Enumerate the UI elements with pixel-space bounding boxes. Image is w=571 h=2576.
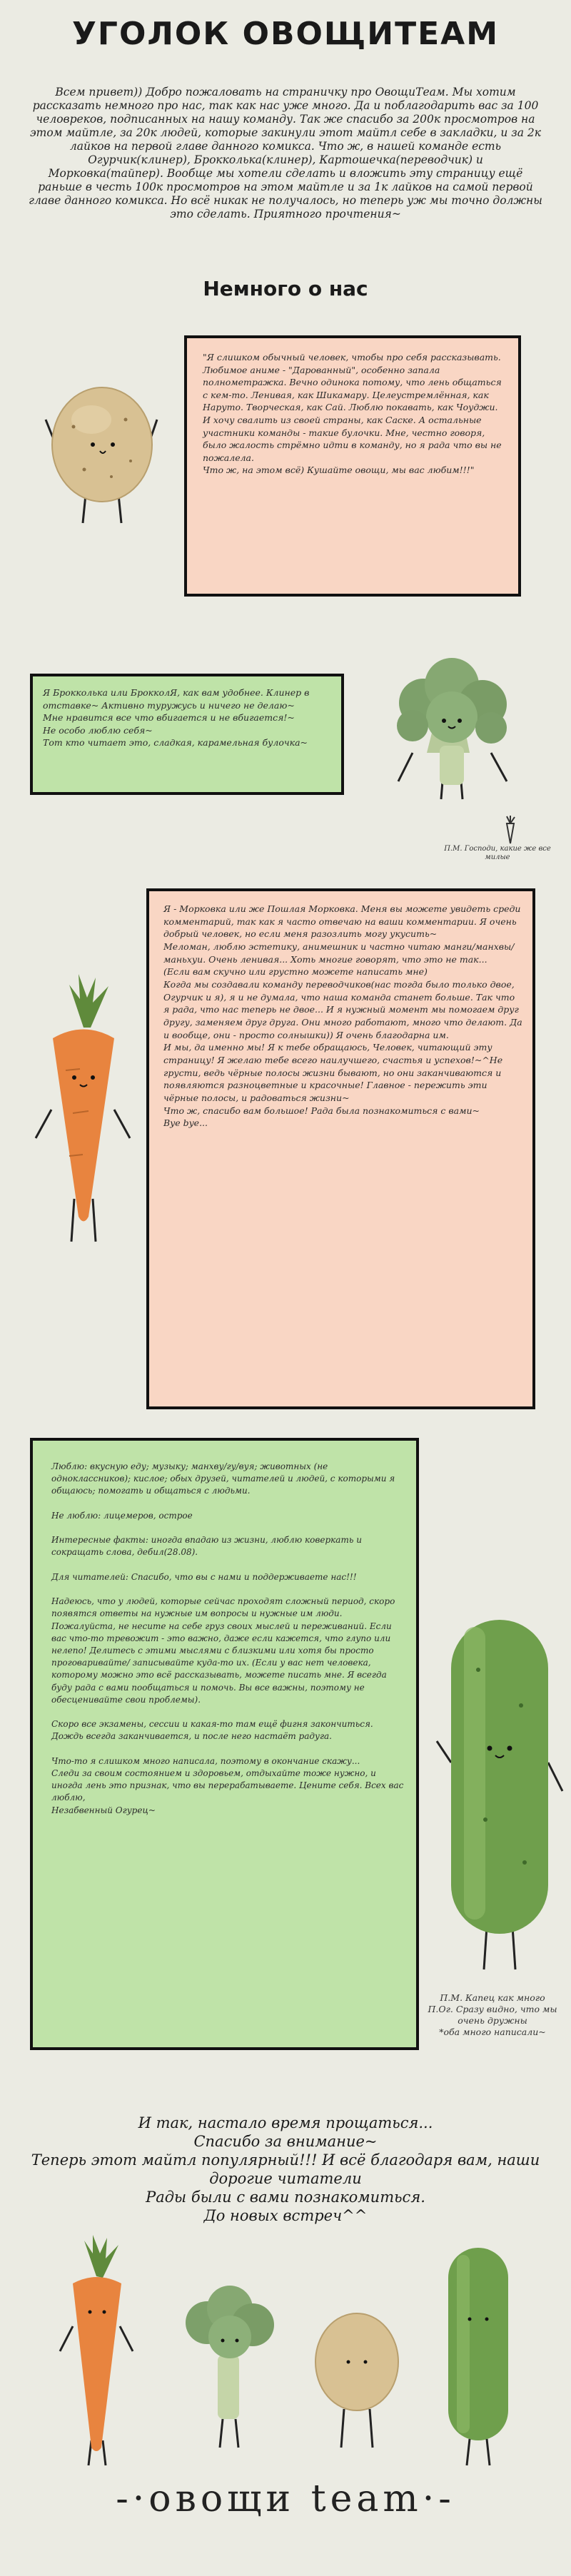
intro-text: Всем привет)) Добро пожаловать на страничку про ОвощиТеам. Мы хотим рассказать немного про нас, так как нас уже много. Да и поблагодарить вас за 100 человреков, подписанных на нашу команду. Так же спасибо за 200к просмотров на этом майтле, за 20к людей, которые закинули этот майтл себе в закладки, и за 2к лайков на первой главе данного комикса. Что ж, в нашей команде есть Огурчик(клинер), Брокколька(клинер), Картошечка(переводчик) и Морковка(тайпер). Вообще мы хотели сделать и вложить эту страницу ещё раньше в честь 100к просмотров на этом майтле и за 1к лайков на самой первой главе данного комикса. Но всё никак не получалось, но теперь уж мы точно должны это сделать. Приятного прочтения~ xyxy=(29,86,542,220)
carrot-card xyxy=(146,888,535,1409)
potato-illustration xyxy=(41,377,163,527)
carrot-illustration xyxy=(30,970,137,1249)
potato-card-text: "Я слишком обычный человек, чтобы про себя рассказывать. Любимое аниме - "Дарованный", особенно запала полнометражка. Вечно одинока потому, что лень общаться с кем-то. Ленивая, как Шикамару. Целеустремлённая, как Наруто. Творческая, как Сай. Люблю покавать, как Чоуджи. И хочу свалить из своей страны, как Саске. А остальные участники команды - такие булочки. Мне, честно говоря, было жалость стрёмно идти в команду, но я рада что вы не пожалела. Что ж, на этом всё) Кушайте овощи, мы вас любим!!!" xyxy=(203,352,502,476)
carrot-card-text: Я - Морковка или же Пошлая Морковка. Меня вы можете увидеть среди комментарий, так как я часто отвечаю на ваши комментарии. Я очень добрый человек, но если меня разозлить могу укусить~ Меломан, люблю эстетику, анимешник и частно читаю манги/манхвы/маньхуи. Очень ленивая... Хоть многие говорят, что это не так... (Если вам скучно или грустно можете написать мне) Когда мы создавали команду переводчиков(нас тогда было только двое, Огурчик и я), я и не думала, что наша команда станет больше. Так что я рада, что нас теперь не двое... И я нужный момент мы помогаем друг другу, заменяем друг друга. Они много работают, много что делают. Да и вообще, они - просто солнышки)) Я очень благодарна им. И мы, да именно мы! Я к тебе обращаюсь, Человек, читающий эту страницу! Я желаю тебе всего наилучшего, счастья и успехов!~^Не грусти, ведь чёрные полосы жизни бывают, но они заканчиваются и появляются разноцветные и красочные! Главное - пережить эти чёрные полосы, и радоваться жизни~ Что ж, спасибо вам большое! Рада была познакомиться с вами~ Bye bye... xyxy=(163,903,522,1129)
potato-footer-icon xyxy=(307,2305,407,2455)
potato-card xyxy=(184,335,521,597)
small-carrot-doodle xyxy=(500,815,521,845)
broccoli-card-text: Я Брокколька или БрокколЯ, как вам удобнее. Клинер в отставке~ Активно туружусь и ничего не делаю~ Мне нравится все что вбигается и не вбигается!~ Не особо люблю себя~ Тот кто читает это, сладкая, карамельная булочка~ xyxy=(43,687,310,749)
cucumber-card-text: Люблю: вкусную еду; музыку; манхву/гу/вуя; животных (не одноклассников); кислое; обых друзей, читателей и людей, с которыми я общаюсь; помогать и общаться с людьми. Не люблю: лицемеров, острое Интересные факты: иногда впадаю из жизни, люблю коверкать и сокращать слова, дебил(28.08). Для читателей: Спасибо, что вы с нами и поддерживаете нас!!! Надеюсь, что у людей, которые сейчас проходят сложный период, скоро появятся ответы на нужные им вопросы и нужные им люди. Пожалуйста, не несите на себе груз своих мыслей и переживаний. Если вас что-то тревожит - это важно, даже если кажется, что глупо или нелепо! Делитесь с этими мыслями с близкими или хотя бы просто проговаривайте/ записывайте куда-то их. (Если у вас нет человека, которому можно это всё рассказывать, можете писать мне. Я всегда буду рада с вами пообщаться и помочь. Вы все важны, поэтому не обесценивайте свои проблемы). Скоро все экзамены, сессии и какая-то там ещё фигня закончиться. Дождь всегда заканчивается, и после него настаёт радуга. Что-то я слишком много написала, поэтому в окончание скажу... Следи за своим состоянием и здоровьем, отдыхайте тоже нужно, и иногда лень это признак, что вы перерабатываете. Цените себя. Всех вас люблю, Незабвенный Огурец~ xyxy=(51,1461,404,1815)
farewell-text: И так, настало время прощаться... Спасибо за внимание~ Теперь этот майтл популярный!!! И всё благодаря вам, наши дорогие читатели Рады были с вами познакомиться. До новых встреч^^ xyxy=(31,2114,540,2224)
cucumber-note: П.М. Капец как много П.Ог. Сразу видно, что мы очень дружны *оба много написали~ xyxy=(428,1992,557,2037)
about-heading: Немного о нас xyxy=(203,277,368,300)
page-title: УГОЛОК ОВОЩИТЕАМ xyxy=(71,16,499,52)
cucumber-footer-icon xyxy=(435,2241,521,2469)
broccoli-card xyxy=(30,674,344,795)
broccoli-note: П.М. Господи, какие же все милые xyxy=(444,845,551,861)
cucumber-card xyxy=(30,1438,419,2050)
cucumber-illustration xyxy=(435,1606,564,1977)
broccoli-footer-icon xyxy=(178,2276,278,2455)
carrot-footer-icon xyxy=(57,2233,136,2469)
broccoli-illustration xyxy=(384,646,520,803)
team-logo: -·овощи team·- xyxy=(116,2478,455,2520)
